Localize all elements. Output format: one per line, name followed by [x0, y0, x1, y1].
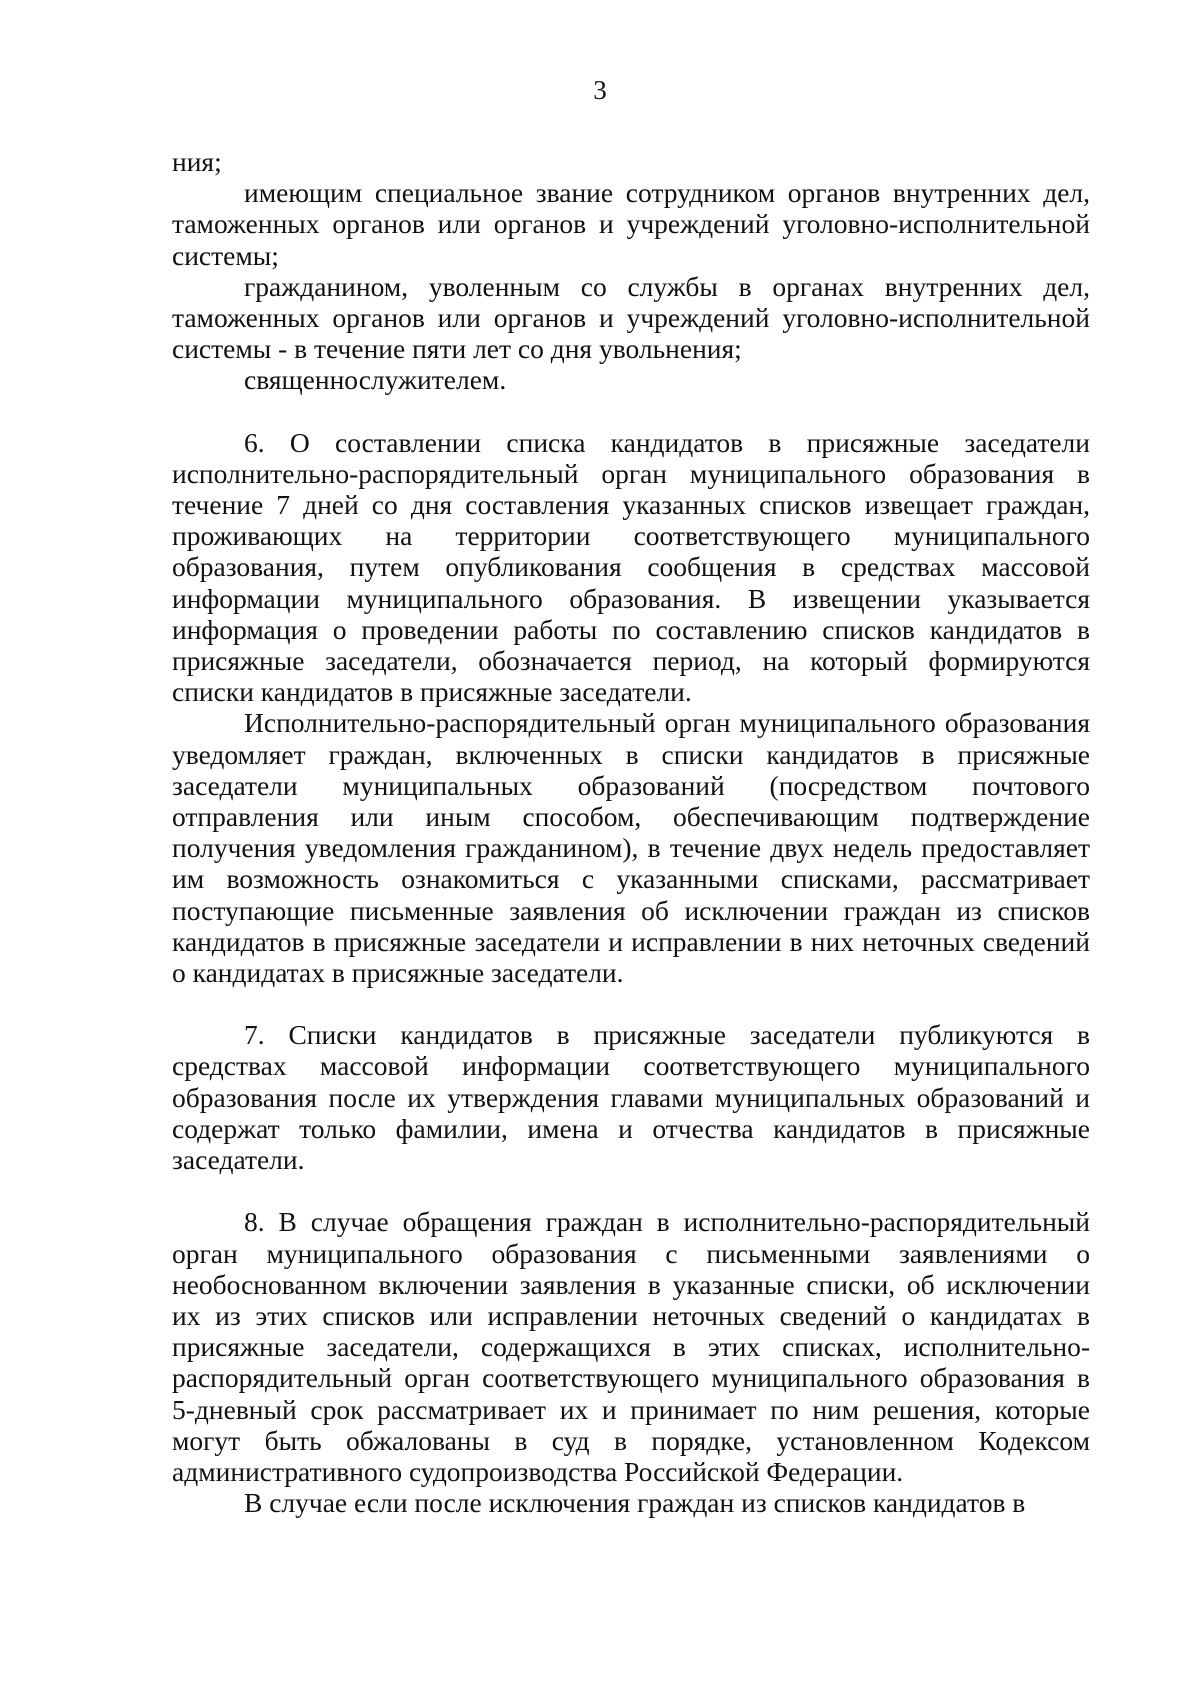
page-number: 3	[593, 75, 607, 105]
paragraph-section-6-notification: Исполнительно-распорядительный орган муниципального образования уведомляет граждан, включенных в списки кандидатов в присяжные заседатели муниципальных образований (посредством почтового отправления или иным способом, обеспечивающим подтверждение получения уведомления гражданином), в течение двух недель предоставляет им возможность ознакомиться с указанными списками, рассматривает поступающие письменные заявления об исключении граждан из списков кандидатов в присяжные заседатели и исправлении в них неточных сведений о кандидатах в присяжные заседатели.	[172, 707, 1090, 989]
paragraph-continuation: ния;	[172, 146, 222, 177]
paragraph-internal-affairs-officer: имеющим специальное звание сотрудником органов внутренних дел, таможенных органов или органов и учреждений уголовно-исполнительной системы;	[172, 177, 1090, 271]
paragraph-section-8-continued: В случае если после исключения граждан из списков кандидатов в	[244, 1487, 1026, 1519]
paragraph-section-6: 6. О составлении списка кандидатов в присяжные заседатели исполнительно-распорядительный орган муниципального образования в течение 7 дней со дня составления указанных списков извещает граждан, проживающих на территории соответствующего муниципального образования, путем опубликования сообщения в средствах массовой информации муниципального образования. В извещении указывается информация о проведении работы по составлению списков кандидатов в присяжные заседатели, обозначается период, на который формируются списки кандидатов в присяжные заседатели.	[172, 426, 1090, 708]
document-body	[172, 146, 1090, 1518]
paragraph-section-8: 8. В случае обращения граждан в исполнительно-распорядительный орган муниципального образования с письменными заявлениями о необоснованном включении заявления в указанные списки, об исключении их из этих списков или исправлении неточных сведений о кандидатах в присяжные заседатели, содержащихся в этих списках, исполнительно-распорядительный орган соответствующего муниципального образования в 5-дневный срок рассматривает их и принимает по ним решения, которые могут быть обжалованы в суд в порядке, установленном Кодексом административного судопроизводства Российской Федерации.	[172, 1206, 1090, 1487]
paragraph-section-7: 7. Списки кандидатов в присяжные заседатели публикуются в средствах массовой информации соответствующего муниципального образования после их утверждения главами муниципальных образований и содержат только фамилии, имена и отчества кандидатов в присяжные заседатели.	[172, 1019, 1090, 1176]
paragraph-dismissed-citizen: гражданином, уволенным со службы в органах внутренних дел, таможенных органов или органов и учреждений уголовно-исполнительной системы - в течение пяти лет со дня увольнения;	[172, 270, 1090, 365]
paragraph-clergy: священнослужителем.	[244, 364, 507, 396]
